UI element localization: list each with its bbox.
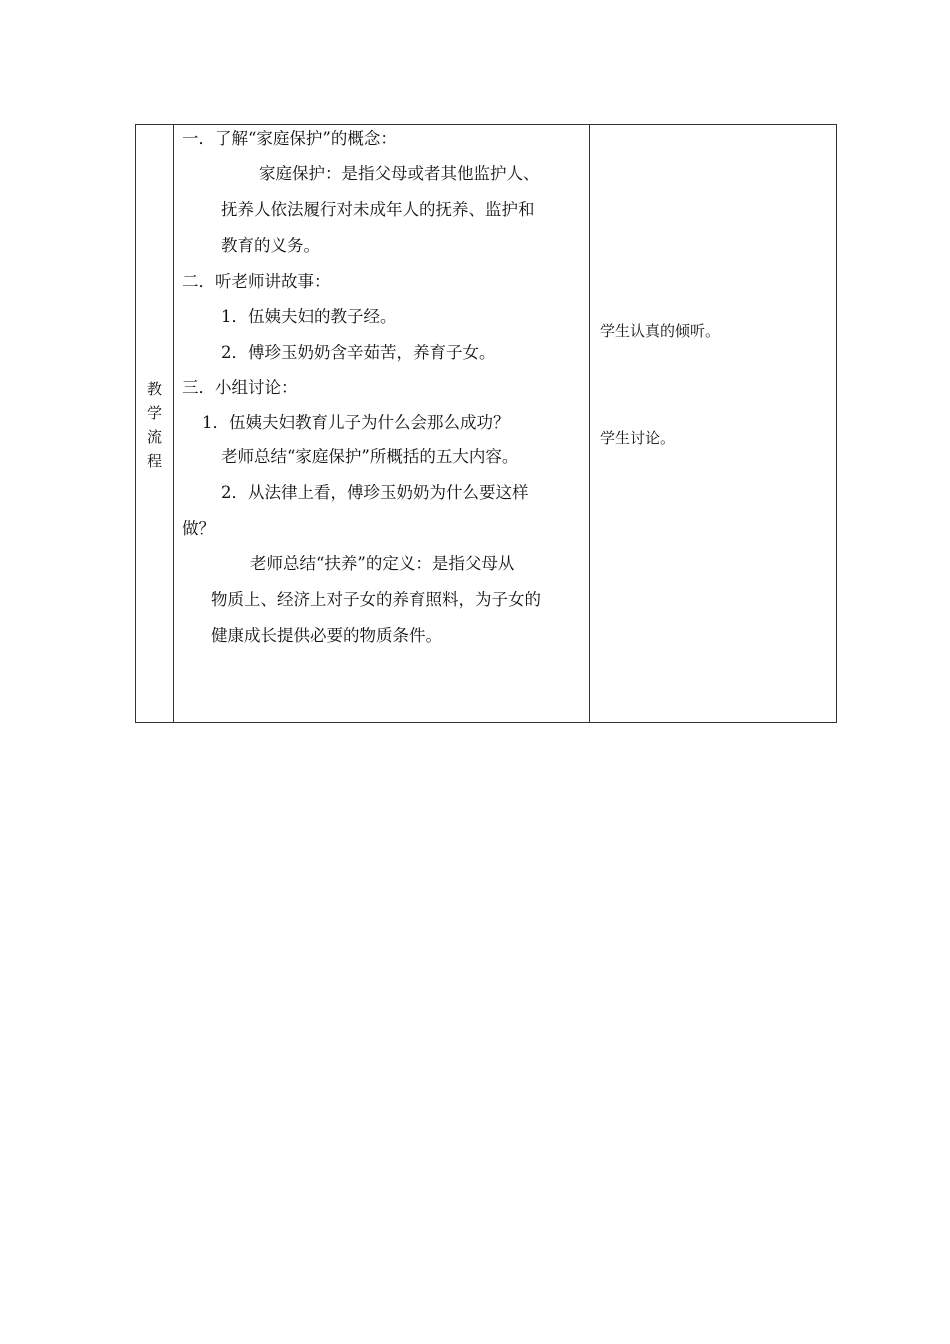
- story-item: 2．傅珍玉奶奶含辛茹苦，养育子女。: [221, 343, 496, 362]
- definition-line: 家庭保护：是指父母或者其他监护人、: [259, 164, 540, 183]
- section-label-teaching-process: [136, 377, 173, 473]
- section-label-char: 流: [146, 428, 162, 446]
- teacher-summary: 老师总结“家庭保护”所概括的五大内容。: [221, 447, 519, 466]
- heading-story: 二．听老师讲故事：: [182, 272, 331, 291]
- teacher-summary: 老师总结“扶养”的定义：是指父母从: [250, 554, 515, 573]
- lesson-table: [135, 124, 837, 723]
- section-label-char: 学: [146, 404, 162, 422]
- discussion-question: 2．从法律上看，傅珍玉奶奶为什么要这样: [221, 483, 529, 502]
- teacher-summary: 物质上、经济上对子女的养育照料，为子女的: [211, 590, 541, 609]
- heading-group-discussion: 三．小组讨论：: [182, 378, 298, 397]
- student-activity-listen: 学生认真的倾听。: [600, 322, 721, 340]
- heading-understand-family-protection: 一．了解“家庭保护”的概念：: [182, 129, 397, 148]
- student-activity-cell: [590, 125, 836, 722]
- teaching-content-cell: [174, 125, 589, 722]
- section-label-char: 教: [146, 380, 162, 398]
- discussion-question: 1．伍姨夫妇教育儿子为什么会那么成功？: [202, 413, 510, 432]
- teacher-summary: 健康成长提供必要的物质条件。: [211, 626, 442, 645]
- discussion-question: 做？: [182, 519, 215, 538]
- student-activity-discuss: 学生讨论。: [600, 429, 676, 447]
- story-item: 1．伍姨夫妇的教子经。: [221, 307, 397, 326]
- section-label-char: 程: [146, 452, 162, 470]
- definition-line: 抚养人依法履行对未成年人的抚养、监护和: [221, 200, 535, 219]
- definition-line: 教育的义务。: [221, 236, 320, 255]
